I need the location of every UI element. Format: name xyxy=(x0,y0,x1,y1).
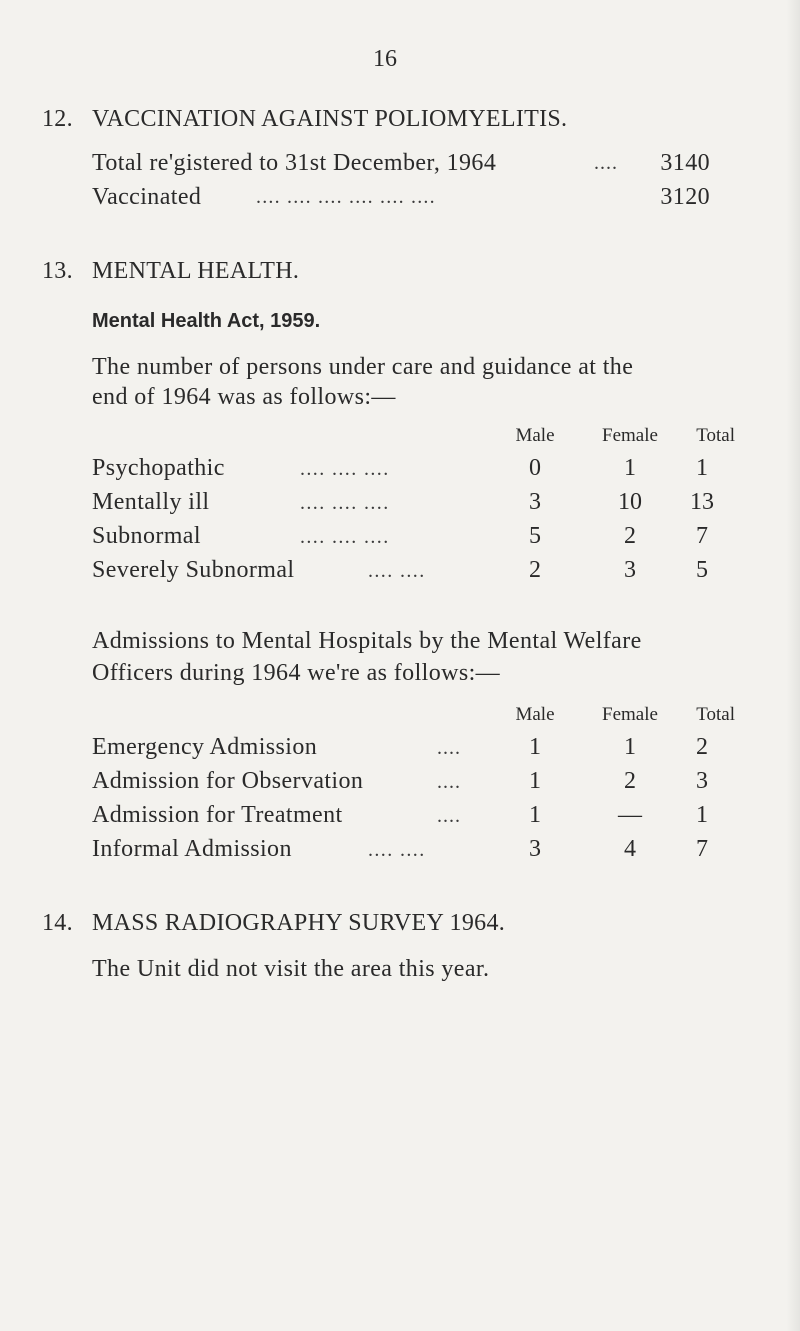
table-cell-female: 1 xyxy=(624,734,636,760)
table-row-label: Admission for Treatment xyxy=(92,802,343,828)
table-row-label: Admission for Observation xyxy=(92,768,364,794)
section-number: 14. xyxy=(42,910,73,936)
section-title: MENTAL HEALTH. xyxy=(92,258,300,284)
table-cell-total: 2 xyxy=(696,734,708,760)
page-number: 16 xyxy=(373,46,397,72)
section-12-heading xyxy=(42,106,567,133)
vaccination-row-label: Vaccinated xyxy=(92,184,202,210)
section-title: VACCINATION AGAINST POLIOMYELITIS. xyxy=(92,106,568,132)
table-cell-male: 3 xyxy=(529,836,541,862)
vaccination-row-value: 3140 xyxy=(660,150,710,176)
table-cell-male: 0 xyxy=(529,455,541,481)
table-cell-male: 2 xyxy=(529,557,541,583)
radiography-text: The Unit did not visit the area this year. xyxy=(92,956,490,982)
table-cell-female: 2 xyxy=(624,768,636,794)
table-cell-total: 5 xyxy=(696,557,708,583)
table-cell-total: 7 xyxy=(696,523,708,549)
column-header-total: Total xyxy=(696,425,735,446)
intro-line: The number of persons under care and guidance at the xyxy=(92,354,634,380)
table-row-label: Informal Admission xyxy=(92,836,292,862)
column-header-female: Female xyxy=(602,425,658,446)
column-header-total: Total xyxy=(696,704,735,725)
act-subheading: Mental Health Act, 1959. xyxy=(92,310,321,332)
table-cell-female: 10 xyxy=(618,489,642,515)
table-cell-total: 13 xyxy=(690,489,714,515)
table-cell-female: 3 xyxy=(624,557,636,583)
table-cell-total: 1 xyxy=(696,802,708,828)
leader-dots: .... xyxy=(594,152,618,174)
leader-dots: .... .... .... xyxy=(300,526,390,548)
leader-dots: .... .... .... xyxy=(300,458,390,480)
table-cell-male: 1 xyxy=(529,768,541,794)
table-cell-male: 3 xyxy=(529,489,541,515)
table-row-label: Emergency Admission xyxy=(92,734,318,760)
table-cell-female: 2 xyxy=(624,523,636,549)
intro-line: end of 1964 was as follows:— xyxy=(92,384,396,410)
section-number: 12. xyxy=(42,106,73,132)
table-cell-total: 3 xyxy=(696,768,708,794)
table-cell-female: 4 xyxy=(624,836,636,862)
table-row-label: Mentally ill xyxy=(92,489,210,515)
column-header-male: Male xyxy=(515,425,555,446)
table-cell-total: 1 xyxy=(696,455,708,481)
leader-dots: .... .... .... xyxy=(300,492,390,514)
leader-dots: .... xyxy=(437,771,461,793)
table-row-label: Psychopathic xyxy=(92,455,225,481)
column-header-female: Female xyxy=(602,704,658,725)
column-header-male: Male xyxy=(515,704,555,725)
table-cell-female: 1 xyxy=(624,455,636,481)
leader-dots: .... .... xyxy=(368,839,426,861)
section-number: 13. xyxy=(42,258,73,284)
leader-dots: .... xyxy=(437,737,461,759)
table-cell-male: 1 xyxy=(529,802,541,828)
leader-dots: .... .... xyxy=(368,560,426,582)
table-row-label: Subnormal xyxy=(92,523,201,549)
table-cell-male: 5 xyxy=(529,523,541,549)
section-title: MASS RADIOGRAPHY SURVEY 1964. xyxy=(92,910,506,936)
page-edge-shadow xyxy=(786,0,800,1331)
table-cell-female: — xyxy=(618,802,642,828)
section-14-heading xyxy=(42,910,505,937)
vaccination-row-label: Total re'gistered to 31st December, 1964 xyxy=(92,150,497,176)
table-cell-male: 1 xyxy=(529,734,541,760)
admissions-line: Admissions to Mental Hospitals by the Mental Welfare xyxy=(92,628,642,654)
table-row-label: Severely Subnormal xyxy=(92,557,295,583)
leader-dots: .... xyxy=(437,805,461,827)
vaccination-row-value: 3120 xyxy=(660,184,710,210)
table-cell-total: 7 xyxy=(696,836,708,862)
section-13-heading xyxy=(42,258,299,285)
admissions-line: Officers during 1964 we're as follows:— xyxy=(92,660,501,686)
leader-dots: .... .... .... .... .... .... xyxy=(256,186,436,208)
